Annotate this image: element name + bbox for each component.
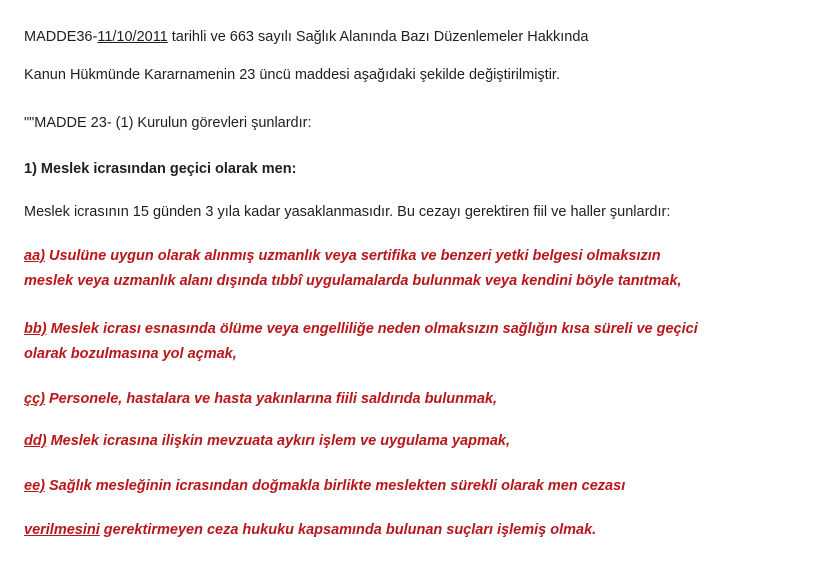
madde36-date: 11/10/2011 bbox=[97, 29, 168, 45]
line-madde23: ""MADDE 23- (1) Kurulun görevleri şunlardır: bbox=[24, 115, 312, 131]
item-bb-line1 bbox=[24, 320, 698, 338]
item-dd-marker: dd) bbox=[24, 433, 47, 449]
item-dd-text1: Meslek icrasına ilişkin mevzuata aykırı işlem ve uygulama yapmak, bbox=[46, 433, 510, 449]
item-cc-line1 bbox=[24, 390, 497, 408]
item-aa-line2: meslek veya uzmanlık alanı dışında tıbbî uygulamalarda bulunmak veya kendini böyle tanıtmak, bbox=[24, 273, 682, 289]
item-dd-line1 bbox=[24, 432, 510, 450]
item-ee-line2 bbox=[24, 521, 596, 539]
item-aa-marker: aa) bbox=[24, 248, 45, 264]
madde36-prefix: MADDE36- bbox=[24, 29, 98, 45]
line-kanun: Kanun Hükmünde Kararnamenin 23 üncü maddesi aşağıdaki şekilde değiştirilmiştir. bbox=[24, 67, 560, 83]
item-ee-line1 bbox=[24, 477, 625, 495]
line-madde36 bbox=[24, 28, 588, 46]
item-cc-marker: çç) bbox=[24, 391, 45, 407]
intro-paragraph: Meslek icrasının 15 günden 3 yıla kadar yasaklanmasıdır. Bu cezayı gerektiren fiil ve haller şunlardır: bbox=[24, 204, 671, 220]
section-heading: 1) Meslek icrasından geçici olarak men: bbox=[24, 161, 297, 177]
item-cc-text1: Personele, hastalara ve hasta yakınlarına fiili saldırıda bulunmak, bbox=[44, 391, 498, 407]
item-ee-text1: Sağlık mesleğinin icrasından doğmakla birlikte meslekten sürekli olarak men cezası bbox=[44, 478, 626, 494]
item-bb-marker: bb) bbox=[24, 321, 47, 337]
item-ee-marker: ee) bbox=[24, 478, 45, 494]
item-aa-line1 bbox=[24, 247, 661, 265]
item-ee-underlined-word: verilmesini bbox=[24, 522, 100, 538]
madde36-rest: tarihli ve 663 sayılı Sağlık Alanında Bazı Düzenlemeler Hakkında bbox=[167, 29, 589, 45]
item-bb-line2: olarak bozulmasına yol açmak, bbox=[24, 346, 237, 362]
item-bb-text1: Meslek icrası esnasında ölüme veya engelliliğe neden olmaksızın sağlığın kısa süreli ve geçici bbox=[46, 321, 698, 337]
item-aa-text1: Usulüne uygun olarak alınmış uzmanlık veya sertifika ve benzeri yetki belgesi olmaksızın bbox=[44, 248, 661, 264]
item-ee-text2: gerektirmeyen ceza hukuku kapsamında bulunan suçları işlemiş olmak. bbox=[99, 522, 597, 538]
